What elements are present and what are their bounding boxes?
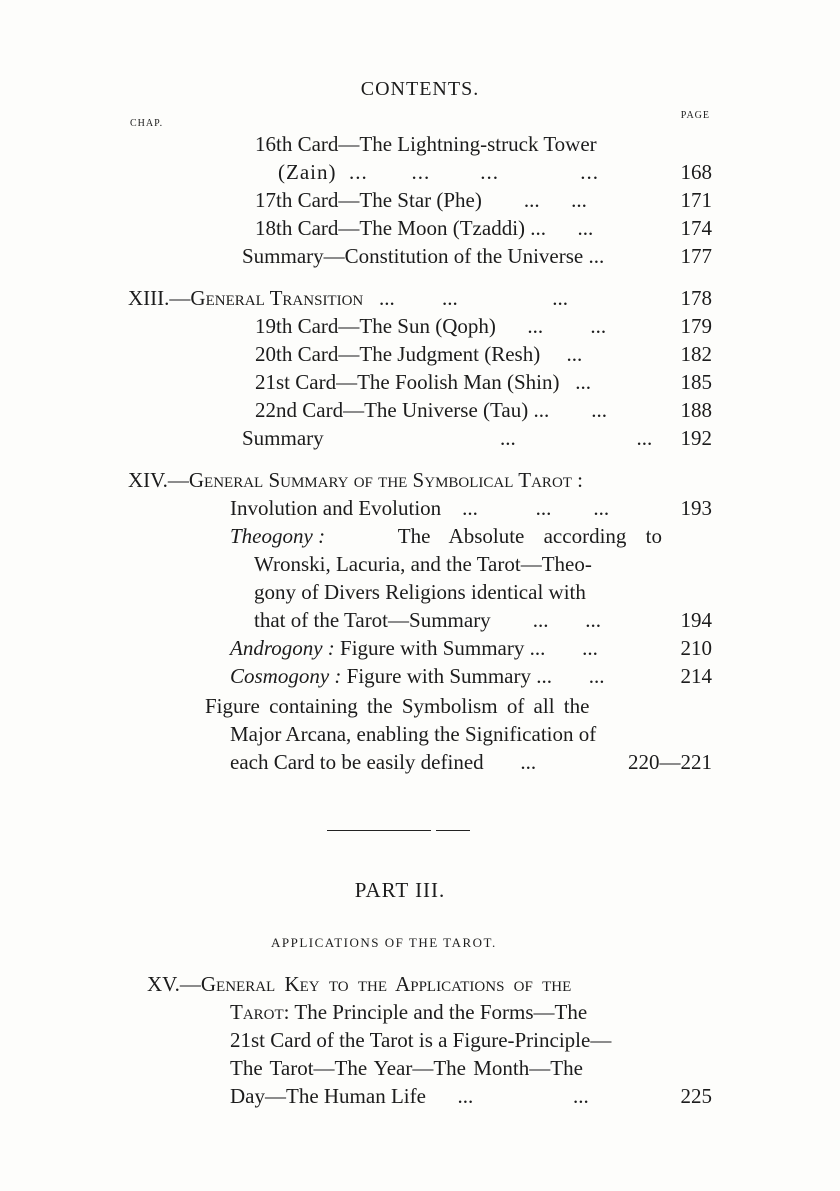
toc-chapter-xv: XV.—General Key to the Applications of the: [147, 972, 572, 996]
page-title: CONTENTS.: [360, 78, 480, 100]
toc-entry-involution: Involution and Evolution ... ... ...: [230, 496, 610, 520]
toc-entry-summary-universe: Summary—Constitution of the Universe ...: [242, 244, 605, 268]
toc-chapter-xiii: XIII.—General Transition ... ... ...: [128, 286, 569, 310]
page-num: 210: [680, 636, 712, 660]
toc-entry-cosmogony: Cosmogony : Figure with Summary ... ...: [230, 664, 605, 688]
toc-entry-20th-card: 20th Card—The Judgment (Resh) ...: [255, 342, 583, 366]
page-num: 188: [680, 398, 712, 422]
toc-entry-xv-4: The Tarot—The Year—The Month—The: [230, 1056, 583, 1080]
page-num: 168: [680, 160, 712, 184]
toc-entry-xv-3: 21st Card of the Tarot is a Figure-Principle—: [230, 1028, 612, 1052]
page-num: 171: [680, 188, 712, 212]
page-num: 225: [680, 1084, 712, 1108]
page-num: 179: [680, 314, 712, 338]
toc-entry-theogony-4: that of the Tarot—Summary ... ...: [254, 608, 601, 632]
page-label: PAGE: [680, 110, 710, 121]
toc-entry-19th-card: 19th Card—The Sun (Qoph) ... ...: [255, 314, 607, 338]
divider: [436, 830, 470, 831]
dot-leader: ... ...: [500, 426, 653, 450]
toc-entry-figure-3: each Card to be easily defined ...: [230, 750, 537, 774]
toc-entry-xv-2: Tarot: The Principle and the Forms—The: [230, 1000, 588, 1024]
toc-entry-summary: Summary: [242, 426, 324, 450]
page-num: 178: [680, 286, 712, 310]
page-num: 220—221: [628, 750, 712, 774]
page-num: 192: [680, 426, 712, 450]
page-num: 182: [680, 342, 712, 366]
toc-entry-16th-card-cont: (Zain) ... ... ... ...: [278, 160, 599, 184]
toc-entry-21st-card: 21st Card—The Foolish Man (Shin) ...: [255, 370, 591, 394]
page-num: 185: [680, 370, 712, 394]
page-num: 193: [680, 496, 712, 520]
toc-entry-theogony-3: gony of Divers Religions identical with: [254, 580, 586, 604]
page-num: 214: [680, 664, 712, 688]
toc-entry-22nd-card: 22nd Card—The Universe (Tau) ... ...: [255, 398, 607, 422]
part-heading: PART III.: [354, 878, 446, 902]
toc-entry-18th-card: 18th Card—The Moon (Tzaddi) ... ...: [255, 216, 594, 240]
toc-entry-figure-1: Figure containing the Symbolism of all the: [205, 694, 590, 718]
toc-entry-figure-2: Major Arcana, enabling the Signification of: [230, 722, 597, 746]
page-num: 174: [680, 216, 712, 240]
toc-entry-theogony-2: Wronski, Lacuria, and the Tarot—Theo-: [254, 552, 592, 576]
toc-entry-theogony: Theogony : The Absolute according to: [230, 524, 662, 548]
chap-label: CHAP.: [130, 118, 164, 129]
toc-entry-xv-5: Day—The Human Life ... ...: [230, 1084, 589, 1108]
toc-chapter-xiv: XIV.—General Summary of the Symbolical Tarot :: [128, 468, 584, 492]
toc-entry-androgony: Androgony : Figure with Summary ... ...: [230, 636, 598, 660]
divider: [327, 830, 431, 831]
page-num: 194: [680, 608, 712, 632]
toc-entry-17th-card: 17th Card—The Star (Phe) ... ...: [255, 188, 587, 212]
toc-entry-16th-card: 16th Card—The Lightning-struck Tower: [255, 132, 597, 156]
part-subheading: APPLICATIONS OF THE TAROT.: [271, 935, 497, 950]
page-num: 177: [680, 244, 712, 268]
